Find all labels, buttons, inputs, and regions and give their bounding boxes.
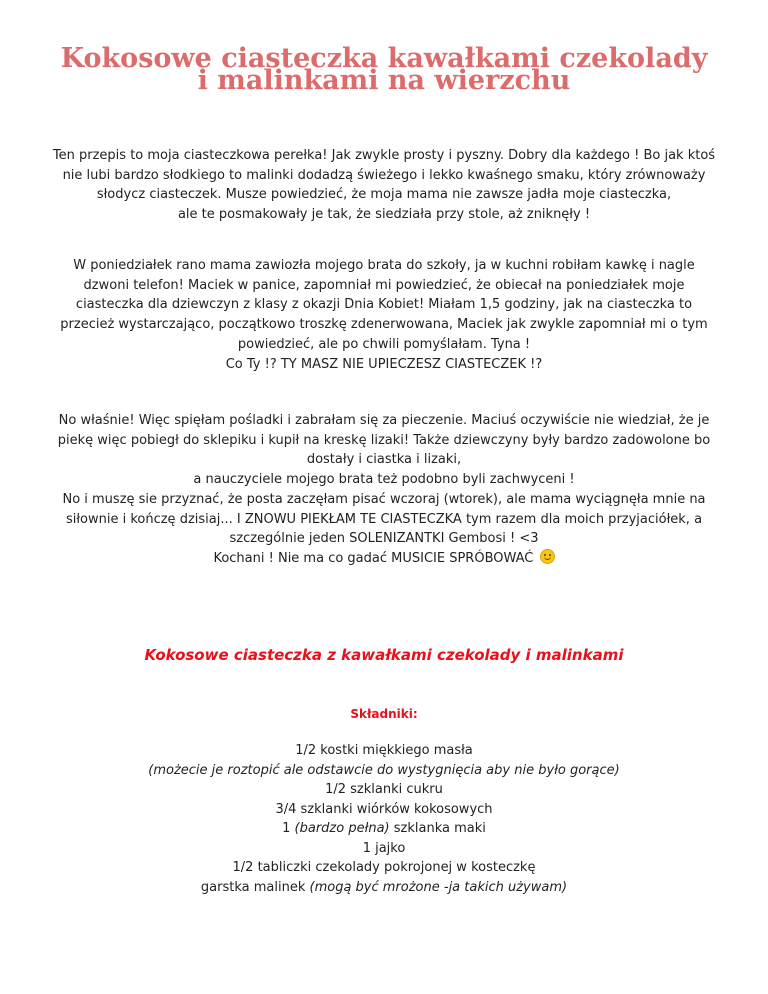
ingredient-item — [40, 878, 728, 898]
text-line: Ten przepis to moja ciasteczkowa perełka! Jak zwykle prosty i pyszny. Dobry dla każdego ! Bo jak ktoś — [52, 148, 716, 163]
text-line: ale te posmakowały je tak, że siedziała przy stole, aż zniknęły ! — [177, 207, 591, 223]
flour-note: (bardzo pełna) — [294, 821, 390, 836]
text-line-final — [40, 549, 728, 569]
raspberries: garstka malinek — [200, 879, 306, 895]
ingredient-item: 1/2 szklanki cukru — [325, 782, 443, 797]
text-line: W poniedziałek rano mama zawiozła mojego brata do szkoły, ja w kuchni robiłam kawkę i nagle — [73, 258, 695, 273]
ingredient-item — [40, 819, 728, 839]
text-line: piekę więc pobiegł do sklepiku i kupił na kreskę lizaki! Także dziewczyny były bardzo zadowolone bo — [57, 432, 711, 448]
text-line: powiedzieć, ale po chwili pomyślałam. Tyna ! — [237, 336, 531, 352]
recipe-title: Kokosowe ciasteczka z kawałkami czekolady i malinkami — [144, 646, 624, 664]
butter-note: (możecie je roztopić ale odstawcie do wystygnięcia aby nie było gorące) — [148, 762, 620, 778]
text-line: szczególnie jeden SOLENIZANTKI Gembosi ! <3 — [229, 531, 539, 547]
story-paragraph — [40, 256, 728, 374]
ingredient-item: 3/4 szklanki wiórków kokosowych — [275, 801, 493, 817]
text-line: a nauczyciele mojego brata też podobno byli zachwyceni ! — [193, 472, 575, 488]
final-text: Kochani ! Nie ma co gadać MUSICIE SPRÓBOWAĆ — [213, 550, 534, 566]
page-title — [0, 43, 768, 96]
ingredient-item: 1/2 kostki miękkiego masła — [295, 743, 473, 758]
intro-paragraph — [40, 146, 728, 225]
text-line: przecież wystarczająco, początkowo troszkę zdenerwowana, Maciek jak zwykle zapomniał mi o tym — [60, 317, 708, 333]
flour-rest: szklanka maki — [393, 821, 486, 836]
title-line-2: i malinkami na wierzchu — [197, 65, 571, 96]
ingredients-header: Składniki: — [350, 707, 418, 721]
text-line: No właśnie! Więc spięłam pośladki i zabrałam się za pieczenie. Maciuś oczywiście nie wiedział, że je — [58, 413, 710, 428]
raspberries-note: (mogą być mrożone -ja takich używam) — [309, 879, 568, 895]
text-line: siłownie i kończę dzisiaj... I ZNOWU PIEKŁAM TE CIASTECZKA tym razem dla moich przyjaciółek, a — [65, 511, 703, 527]
title-line-1: Kokosowe ciasteczka kawałkami czekolady — [60, 43, 708, 74]
text-line: dzwoni telefon! Maciek w panice, zapomniał mi powiedzieć, że obiecał na poniedziałek moje — [83, 277, 685, 293]
text-line: Co Ty !? TY MASZ NIE UPIECZESZ CIASTECZEK !? — [225, 356, 543, 372]
text-line: ciasteczka dla dziewczyn z klasy z okazji Dnia Kobiet! Miałam 1,5 godziny, jak na ciasteczka to — [75, 297, 693, 313]
text-line: słodycz ciasteczek. Musze powiedzieć, że moja mama nie zawsze jadła moje ciasteczka, — [96, 187, 672, 203]
text-line: No i muszę sie przyznać, że posta zaczęłam pisać wczoraj (wtorek), ale mama wyciągnęła mnie na — [62, 491, 706, 507]
ingredient-item: 1 jajko — [362, 840, 406, 856]
smiley-icon — [540, 549, 555, 564]
ingredient-note — [40, 761, 728, 781]
ingredients-list — [40, 741, 728, 897]
text-line: nie lubi bardzo słodkiego to malinki dodadzą świeżego i lekko kwaśnego smaku, który zrównoważy — [62, 167, 706, 183]
ingredient-item: 1/2 tabliczki czekolady pokrojonej w kosteczkę — [232, 860, 536, 875]
text-line: dostały i ciastka i lizaki, — [306, 452, 462, 468]
flour-amount: 1 — [282, 821, 291, 836]
outro-paragraph — [40, 411, 728, 569]
